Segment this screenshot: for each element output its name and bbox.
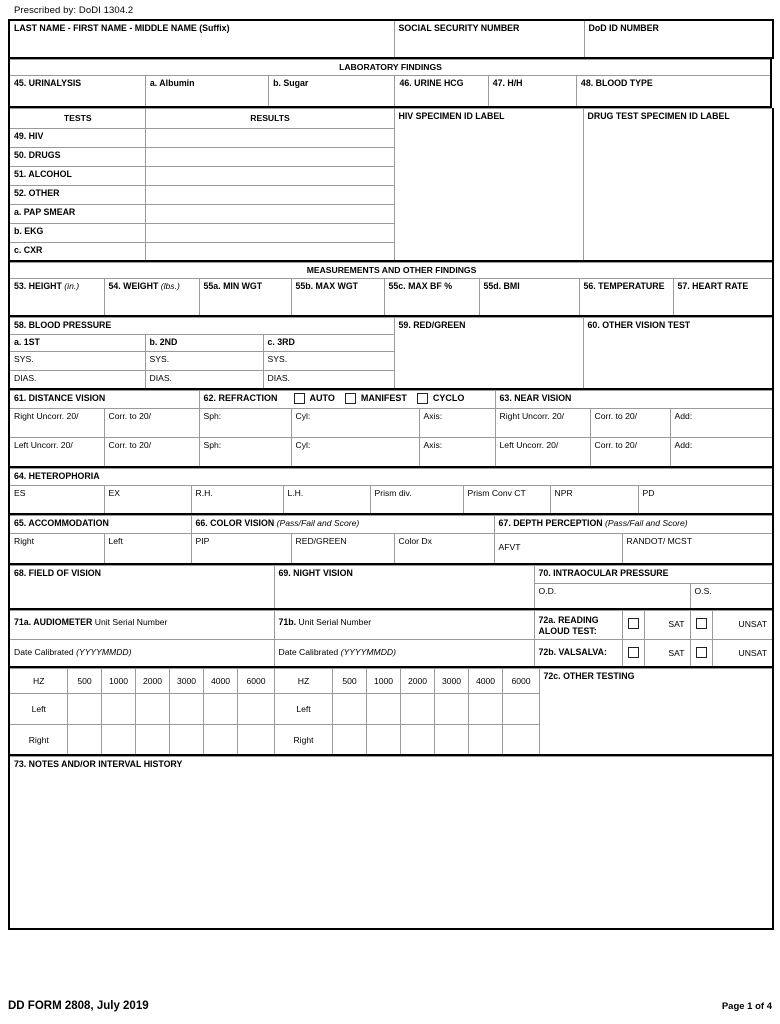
bmi-label: 55d. BMI (483, 281, 520, 292)
heterophoria-prism-conv-cell[interactable] (463, 485, 550, 514)
test-name-cxr: c. CXR (14, 244, 43, 255)
audiometer-a-serial-cell[interactable] (9, 611, 274, 640)
hh-label: 47. H/H (492, 77, 523, 88)
drug-specimen-id-cell[interactable] (583, 109, 773, 262)
red-green-label: 59. RED/GREEN (398, 319, 466, 330)
refraction-left-sph-label: Sph: (203, 440, 222, 451)
name-field-label: LAST NAME - FIRST NAME - MIDDLE NAME (Suffix) (14, 23, 230, 33)
distance-right-corr-cell[interactable] (104, 409, 199, 438)
refraction-left-cyl-cell[interactable] (291, 438, 419, 467)
heterophoria-lh-label: L.H. (287, 487, 304, 498)
audio-r-3000[interactable] (434, 693, 468, 724)
bmi-cell[interactable] (479, 279, 579, 316)
audiometer-right-freq-4000: 4000 (468, 668, 502, 693)
color-vision-dx-cell[interactable] (394, 534, 494, 564)
audio-l2-4000[interactable] (203, 724, 237, 755)
table-row (9, 409, 773, 438)
bp-first-label: a. 1ST (14, 336, 40, 347)
heterophoria-npr-cell[interactable] (550, 485, 638, 514)
urinalysis-label: 45. URINALYSIS (14, 77, 82, 88)
accommodation-title: 65. ACCOMMODATION (14, 518, 109, 529)
valsalva-unsat-checkbox[interactable] (696, 647, 707, 658)
test-label-pap-smear (9, 204, 145, 223)
valsalva-sat-checkbox[interactable] (628, 647, 639, 658)
laboratory-findings-table (8, 59, 772, 108)
bp-second-label: b. 2ND (149, 336, 178, 347)
bp-first-dias-cell[interactable] (9, 370, 145, 389)
refraction-left-cyl-label: Cyl: (295, 440, 311, 451)
heterophoria-pd-cell[interactable] (638, 485, 773, 514)
audio-l2-3000[interactable] (169, 724, 203, 755)
bp-first-sys-cell[interactable] (9, 351, 145, 370)
refraction-manifest-label: MANIFEST (360, 393, 407, 404)
audiometer-header-table (8, 610, 774, 667)
vision-table (8, 390, 774, 468)
near-right-add-label: Add: (674, 411, 693, 422)
reading-aloud-label: 72a. READING ALOUD TEST: (538, 615, 599, 637)
dod-id-field-cell[interactable] (584, 20, 773, 58)
accommodation-color-depth-table (8, 515, 774, 565)
audio-l2-2000[interactable] (135, 724, 169, 755)
refraction-title-cell (199, 391, 495, 409)
distance-left-uncorr-label: Left Uncorr. 20/ (14, 440, 73, 451)
blood-type-cell[interactable] (576, 75, 771, 107)
depth-perception-title: 67. DEPTH PERCEPTION (498, 518, 603, 529)
near-right-corr-cell[interactable] (590, 409, 670, 438)
bp-third-cell (263, 334, 394, 351)
refraction-right-sph-label: Sph: (203, 411, 222, 422)
ssn-field-label: SOCIAL SECURITY NUMBER (398, 23, 520, 33)
test-name-other: 52. OTHER (14, 187, 60, 198)
hh-cell[interactable] (488, 75, 576, 107)
night-vision-cell[interactable] (274, 565, 534, 609)
valsalva-sat-label: SAT (668, 648, 685, 659)
distance-right-corr-label: Corr. to 20/ (108, 411, 152, 422)
distance-vision-title-cell (9, 391, 199, 409)
min-wgt-label: 55a. MIN WGT (203, 281, 263, 292)
hiv-specimen-id-cell[interactable] (394, 109, 583, 262)
iop-os-label: O.S. (694, 585, 712, 596)
urinalysis-cell[interactable] (9, 75, 145, 107)
bp-third-label: c. 3RD (267, 336, 295, 347)
valsalva-label: 72b. VALSALVA: (538, 647, 607, 658)
refraction-right-cyl-label: Cyl: (295, 411, 311, 422)
audio-l-500[interactable] (67, 693, 101, 724)
table-row (9, 485, 773, 514)
audio-r-1000[interactable] (366, 693, 400, 724)
bp-dias-label-1: DIAS. (14, 372, 37, 383)
test-name-hiv: 49. HIV (14, 130, 44, 141)
audiometer-b-label: 71b. (278, 617, 297, 628)
accommodation-right-label: Right (14, 536, 35, 547)
weight-unit: (lbs.) (160, 281, 180, 292)
test-name-drugs: 50. DRUGS (14, 149, 61, 160)
accommodation-right-cell[interactable] (9, 534, 104, 564)
table-row (9, 438, 773, 467)
reading-aloud-unsat-label-cell (712, 611, 773, 640)
reading-aloud-sat-label-cell (644, 611, 690, 640)
blood-pressure-table (8, 317, 774, 391)
depth-randot-label: RANDOT/ MCST (626, 536, 692, 547)
reading-aloud-label-cell (534, 611, 622, 640)
color-vision-dx-label: Color Dx (398, 536, 432, 547)
night-vision-label: 69. NIGHT VISION (278, 567, 353, 578)
audio-l2-1000[interactable] (101, 724, 135, 755)
temperature-label: 56. TEMPERATURE (583, 281, 665, 292)
test-result-cxr[interactable] (145, 242, 394, 261)
valsalva-unsat-label-cell (712, 640, 773, 667)
field-night-iop-table (8, 565, 774, 611)
color-vision-title: 66. COLOR VISION (195, 518, 275, 529)
albumin-cell[interactable] (145, 75, 268, 107)
min-wgt-cell[interactable] (199, 279, 291, 316)
other-vision-test-cell[interactable] (583, 317, 773, 389)
audiometer-b-date-cell[interactable] (274, 640, 534, 667)
table-row (9, 611, 773, 640)
bp-second-sys-cell[interactable] (145, 351, 263, 370)
tests-column-header: TESTS (9, 109, 145, 129)
test-result-other[interactable] (145, 185, 394, 204)
test-result-alcohol[interactable] (145, 166, 394, 185)
heterophoria-prism-div-cell[interactable] (370, 485, 463, 514)
iop-os-cell[interactable] (690, 583, 773, 609)
height-unit: (in.) (64, 281, 80, 292)
bp-dias-label-2: DIAS. (149, 372, 172, 383)
blood-pressure-title-cell (9, 317, 394, 334)
audiometer-a-serial-label: Unit Serial Number (94, 617, 168, 628)
table-row (9, 534, 773, 564)
audio-l-1000[interactable] (101, 693, 135, 724)
color-vision-title-note: (Pass/Fail and Score) (276, 518, 360, 529)
field-of-vision-cell[interactable] (9, 565, 274, 609)
near-vision-title-cell (495, 391, 773, 409)
audiometer-grid-table (8, 668, 774, 757)
distance-right-uncorr-cell[interactable] (9, 409, 104, 438)
name-field-cell[interactable] (9, 20, 394, 58)
audio-l-6000[interactable] (237, 693, 274, 724)
height-cell[interactable] (9, 279, 104, 316)
near-right-add-cell[interactable] (670, 409, 773, 438)
heterophoria-lh-cell[interactable] (283, 485, 370, 514)
heterophoria-es-cell[interactable] (9, 485, 104, 514)
near-left-uncorr-label: Left Uncorr. 20/ (499, 440, 559, 451)
audio-r2-2000[interactable] (400, 724, 434, 755)
audiometer-left-freq-2000: 2000 (135, 668, 169, 693)
audiometer-a-date-label: Date Calibrated (14, 647, 74, 658)
accommodation-title-cell (9, 516, 191, 534)
test-result-ekg[interactable] (145, 223, 394, 242)
test-label-cxr (9, 242, 145, 261)
form-footer (8, 1000, 772, 1012)
laboratory-section-title: LABORATORY FINDINGS (9, 60, 771, 76)
refraction-title: 62. REFRACTION (203, 393, 278, 404)
distance-vision-title: 61. DISTANCE VISION (14, 393, 106, 404)
audiometer-left-freq-4000: 4000 (203, 668, 237, 693)
audiometer-left-freq-6000: 6000 (237, 668, 274, 693)
audiometer-b-date-label: Date Calibrated (278, 647, 339, 658)
test-name-alcohol: 51. ALCOHOL (14, 168, 72, 179)
audio-l-4000[interactable] (203, 693, 237, 724)
hiv-specimen-id-label: HIV SPECIMEN ID LABEL (398, 111, 505, 122)
valsalva-sat-label-cell (644, 640, 690, 667)
audiometer-right-hz-header: HZ (274, 668, 332, 693)
heterophoria-prism-conv-label: Prism Conv CT (467, 487, 526, 498)
table-row (9, 640, 773, 667)
audio-l2-6000[interactable] (237, 724, 274, 755)
max-bf-label: 55c. MAX BF % (388, 281, 453, 292)
valsalva-sat-checkbox-cell[interactable] (622, 640, 644, 667)
heart-rate-cell[interactable] (673, 279, 773, 316)
near-left-corr-label: Corr. to 20/ (594, 440, 638, 451)
other-vision-test-label: 60. OTHER VISION TEST (587, 319, 691, 330)
refraction-cyclo-checkbox[interactable] (417, 393, 428, 404)
audio-r2-500[interactable] (332, 724, 366, 755)
audiometer-right-freq-6000: 6000 (502, 668, 539, 693)
bp-first-cell (9, 334, 145, 351)
reading-aloud-unsat-label: UNSAT (738, 619, 767, 630)
audiometer-left-freq-500: 500 (67, 668, 101, 693)
weight-cell[interactable] (104, 279, 199, 316)
other-testing-label: 72c. OTHER TESTING (543, 670, 635, 681)
audiometer-a-date-cell[interactable] (9, 640, 274, 667)
test-result-drugs[interactable] (145, 147, 394, 166)
refraction-cyclo-label: CYCLO (432, 393, 465, 404)
near-left-uncorr-cell[interactable] (495, 438, 590, 467)
heterophoria-rh-label: R.H. (195, 487, 213, 498)
heterophoria-title-cell (9, 468, 773, 485)
notes-title: 73. NOTES AND/OR INTERVAL HISTORY (14, 759, 183, 770)
reading-aloud-sat-checkbox[interactable] (628, 618, 639, 629)
bp-second-dias-cell[interactable] (145, 370, 263, 389)
prescribed-by-text: Prescribed by: DoDI 1304.2 (14, 5, 134, 16)
other-testing-cell[interactable] (539, 668, 773, 755)
depth-afvt-label: AFVT (498, 542, 521, 553)
audiometer-b-serial-label: Unit Serial Number (298, 617, 372, 628)
audiometer-left-freq-1000: 1000 (101, 668, 135, 693)
color-vision-red-green-label: RED/GREEN (295, 536, 347, 547)
refraction-right-axis-label: Axis: (423, 411, 443, 422)
audio-r2-1000[interactable] (366, 724, 400, 755)
distance-right-uncorr-label: Right Uncorr. 20/ (14, 411, 79, 422)
iop-od-label: O.D. (538, 585, 557, 596)
sugar-cell[interactable] (269, 75, 395, 107)
test-name-ekg: b. EKG (14, 225, 44, 236)
audiometer-left-row-left: Left (9, 693, 67, 724)
depth-perception-title-cell (494, 516, 773, 534)
max-bf-cell[interactable] (384, 279, 479, 316)
bp-third-sys-cell[interactable] (263, 351, 394, 370)
refraction-auto-checkbox[interactable] (294, 393, 305, 404)
refraction-manifest-checkbox[interactable] (345, 393, 356, 404)
audio-l2-500[interactable] (67, 724, 101, 755)
height-label: 53. HEIGHT (14, 281, 62, 292)
audiometer-a-date-format: (YYYYMMDD) (76, 647, 132, 658)
reading-aloud-sat-label: SAT (668, 619, 685, 630)
test-label-other (9, 185, 145, 204)
temperature-cell[interactable] (579, 279, 673, 316)
color-vision-pip-label: PIP (195, 536, 210, 547)
refraction-left-axis-cell[interactable] (419, 438, 495, 467)
audiometer-right-freq-3000: 3000 (434, 668, 468, 693)
reading-aloud-unsat-checkbox-cell[interactable] (690, 611, 712, 640)
audiometer-a-label: 71a. AUDIOMETER (14, 617, 93, 628)
refraction-right-axis-cell[interactable] (419, 409, 495, 438)
test-result-pap-smear[interactable] (145, 204, 394, 223)
max-wgt-label: 55b. MAX WGT (295, 281, 359, 292)
audio-l-3000[interactable] (169, 693, 203, 724)
bp-third-dias-cell[interactable] (263, 370, 394, 389)
identity-header-table (8, 19, 774, 59)
refraction-left-sph-cell[interactable] (199, 438, 291, 467)
reading-aloud-unsat-checkbox[interactable] (696, 618, 707, 629)
heterophoria-pd-label: PD (642, 487, 655, 498)
drug-specimen-id-label: DRUG TEST SPECIMEN ID LABEL (587, 111, 730, 122)
intraocular-pressure-label: 70. INTRAOCULAR PRESSURE (538, 567, 669, 578)
refraction-right-cyl-cell[interactable] (291, 409, 419, 438)
color-vision-title-cell (191, 516, 494, 534)
refraction-auto-label: AUTO (309, 393, 335, 404)
notes-cell[interactable] (9, 757, 773, 929)
page-number-label: Page 1 of 4 (721, 1001, 772, 1012)
depth-afvt-cell[interactable] (494, 534, 622, 564)
max-wgt-cell[interactable] (291, 279, 384, 316)
refraction-right-sph-cell[interactable] (199, 409, 291, 438)
ssn-field-cell[interactable] (394, 20, 584, 58)
field-of-vision-label: 68. FIELD OF VISION (14, 567, 102, 578)
test-label-alcohol (9, 166, 145, 185)
valsalva-unsat-label: UNSAT (738, 648, 767, 659)
test-label-ekg (9, 223, 145, 242)
sugar-label: b. Sugar (273, 77, 309, 88)
accommodation-left-label: Left (108, 536, 123, 547)
heterophoria-title: 64. HETEROPHORIA (14, 470, 100, 481)
dod-id-field-label: DoD ID NUMBER (588, 23, 659, 33)
near-right-corr-label: Corr. to 20/ (594, 411, 638, 422)
blood-type-label: 48. BLOOD TYPE (580, 77, 653, 88)
valsalva-unsat-checkbox-cell[interactable] (690, 640, 712, 667)
near-left-add-cell[interactable] (670, 438, 773, 467)
test-name-pap-smear: a. PAP SMEAR (14, 206, 76, 217)
audiometer-left-hz-header: HZ (9, 668, 67, 693)
measurements-table (8, 262, 774, 316)
audiometer-right-freq-2000: 2000 (400, 668, 434, 693)
near-vision-title: 63. NEAR VISION (499, 393, 572, 404)
near-left-add-label: Add: (674, 440, 693, 451)
bp-second-cell (145, 334, 263, 351)
audiometer-right-row-right: Right (274, 724, 332, 755)
color-vision-red-green-cell[interactable] (291, 534, 394, 564)
test-result-hiv[interactable] (145, 128, 394, 147)
intraocular-pressure-title-cell (534, 565, 773, 583)
test-label-hiv (9, 128, 145, 147)
albumin-label: a. Albumin (149, 77, 195, 88)
audio-l-2000[interactable] (135, 693, 169, 724)
near-right-uncorr-cell[interactable] (495, 409, 590, 438)
audiometer-right-row-left: Left (274, 693, 332, 724)
refraction-left-axis-label: Axis: (423, 440, 443, 451)
audiometer-b-serial-cell[interactable] (274, 611, 534, 640)
audiometer-right-freq-500: 500 (332, 668, 366, 693)
red-green-cell[interactable] (394, 317, 583, 389)
bp-dias-label-3: DIAS. (267, 372, 290, 383)
near-left-corr-cell[interactable] (590, 438, 670, 467)
heterophoria-ex-cell[interactable] (104, 485, 191, 514)
audiometer-left-row-right: Right (9, 724, 67, 755)
heterophoria-ex-label: EX (108, 487, 120, 498)
measurements-section-title: MEASUREMENTS AND OTHER FINDINGS (9, 263, 773, 279)
urine-hcg-cell[interactable] (395, 75, 488, 107)
audiometer-right-freq-1000: 1000 (366, 668, 400, 693)
bp-sys-label-2: SYS. (149, 353, 170, 364)
results-column-header: RESULTS (145, 109, 394, 129)
audio-r-4000[interactable] (468, 693, 502, 724)
audio-r2-6000[interactable] (502, 724, 539, 755)
audiometer-b-date-format: (YYYYMMDD) (340, 647, 396, 658)
depth-randot-cell[interactable] (622, 534, 773, 564)
heterophoria-table (8, 468, 774, 516)
audio-r2-4000[interactable] (468, 724, 502, 755)
weight-label: 54. WEIGHT (108, 281, 159, 292)
form-id-label: DD FORM 2808, July 2019 (8, 1000, 149, 1012)
table-row (9, 668, 773, 693)
heterophoria-prism-div-label: Prism div. (374, 487, 412, 498)
accommodation-left-cell[interactable] (104, 534, 191, 564)
heterophoria-rh-cell[interactable] (191, 485, 283, 514)
color-vision-pip-cell[interactable] (191, 534, 291, 564)
urine-hcg-label: 46. URINE HCG (399, 77, 464, 88)
reading-aloud-sat-checkbox-cell[interactable] (622, 611, 644, 640)
audio-r-6000[interactable] (502, 693, 539, 724)
audio-r-500[interactable] (332, 693, 366, 724)
distance-left-corr-cell[interactable] (104, 438, 199, 467)
bp-sys-label-3: SYS. (267, 353, 288, 364)
heart-rate-label: 57. HEART RATE (677, 281, 749, 292)
valsalva-label-cell (534, 640, 622, 667)
heterophoria-npr-label: NPR (554, 487, 573, 498)
distance-left-uncorr-cell[interactable] (9, 438, 104, 467)
iop-od-cell[interactable] (534, 583, 690, 609)
lab-tests-table (8, 108, 774, 262)
distance-left-corr-label: Corr. to 20/ (108, 440, 152, 451)
blood-pressure-title: 58. BLOOD PRESSURE (14, 319, 112, 330)
test-label-drugs (9, 147, 145, 166)
heterophoria-es-label: ES (14, 487, 26, 498)
audiometer-left-freq-3000: 3000 (169, 668, 203, 693)
bp-sys-label-1: SYS. (14, 353, 34, 364)
notes-table (8, 756, 774, 930)
depth-perception-title-note: (Pass/Fail and Score) (605, 518, 688, 529)
audio-r2-3000[interactable] (434, 724, 468, 755)
audio-r-2000[interactable] (400, 693, 434, 724)
near-right-uncorr-label: Right Uncorr. 20/ (499, 411, 565, 422)
